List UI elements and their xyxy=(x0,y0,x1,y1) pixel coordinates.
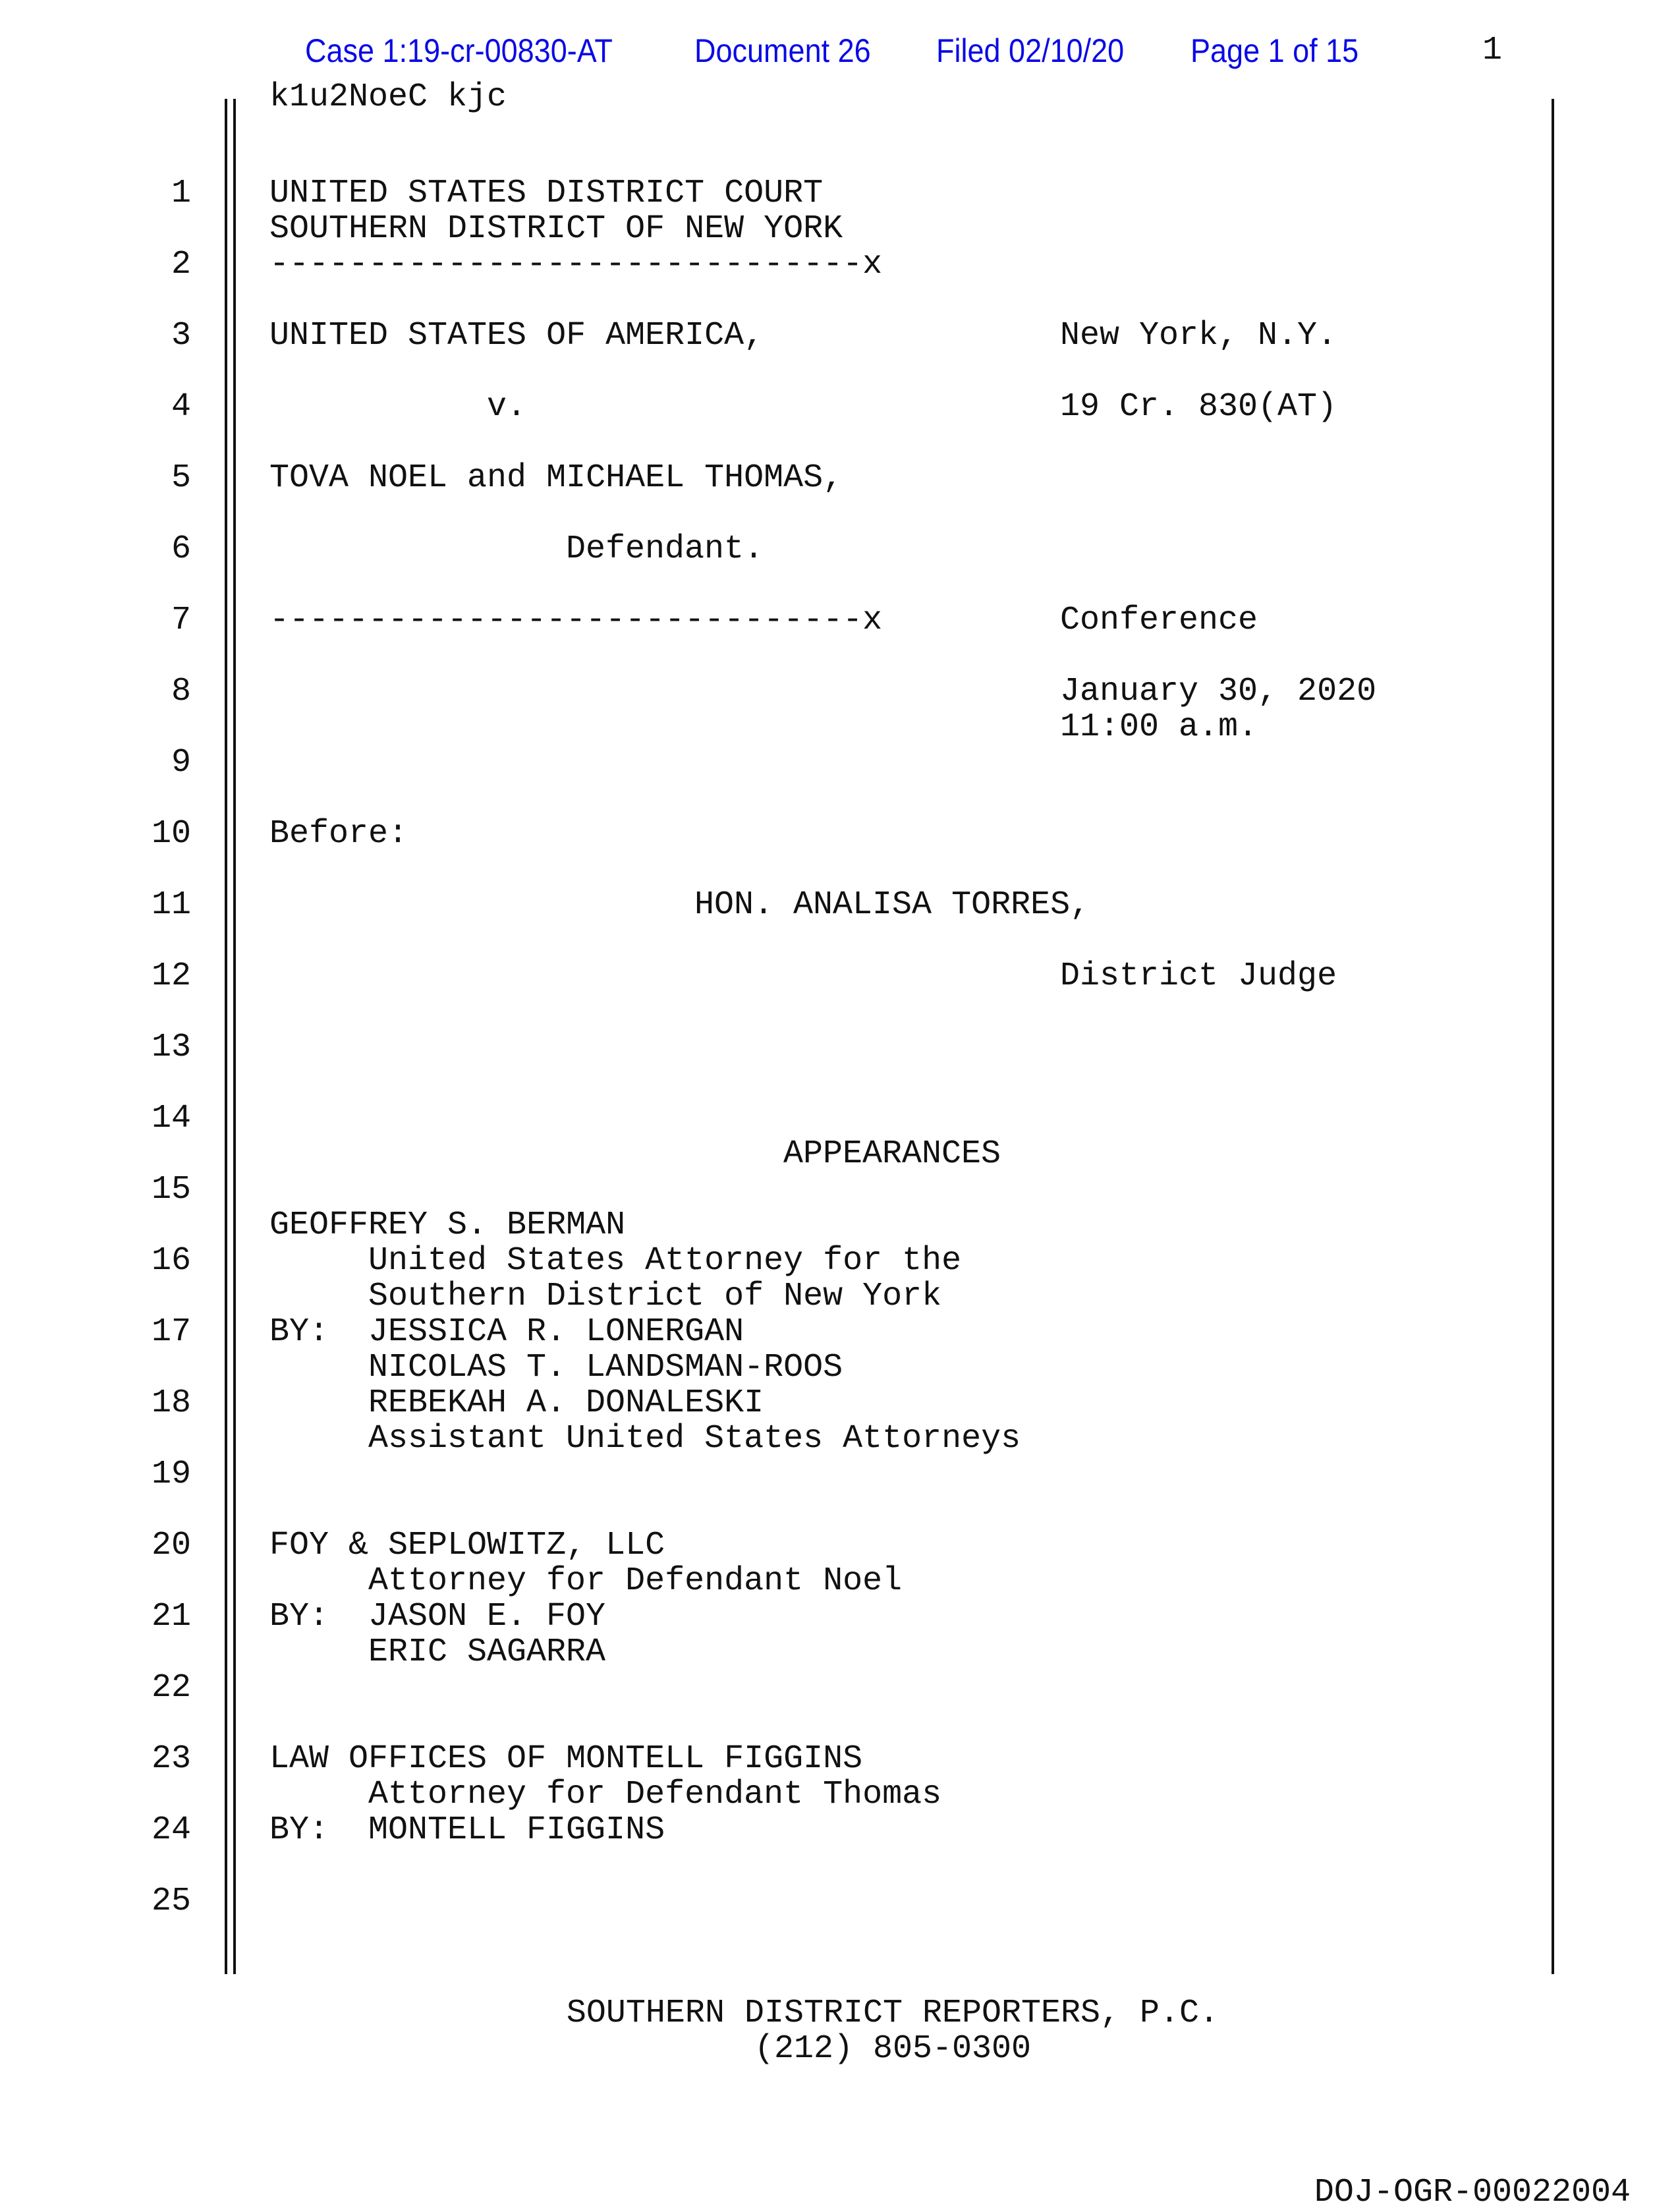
line-number: 19 xyxy=(151,1456,191,1493)
gov-attorney: REBEKAH A. DONALESKI xyxy=(368,1384,764,1422)
line-number: 10 xyxy=(151,815,191,853)
district-name: SOUTHERN DISTRICT OF NEW YORK xyxy=(269,210,843,248)
noel-role: Attorney for Defendant Noel xyxy=(368,1562,903,1600)
line-number: 15 xyxy=(151,1171,191,1208)
noel-attorney: ERIC SAGARRA xyxy=(368,1633,606,1671)
defendants: TOVA NOEL and MICHAEL THOMAS, xyxy=(269,459,843,497)
page-number: 1 xyxy=(1482,32,1503,69)
document-number: Document 26 xyxy=(694,32,871,69)
left-border-inner xyxy=(233,99,236,1974)
gov-role-2: Southern District of New York xyxy=(368,1278,942,1315)
thomas-attorney: MONTELL FIGGINS xyxy=(368,1811,665,1849)
line-number: 20 xyxy=(151,1527,191,1564)
line-number: 17 xyxy=(151,1313,191,1351)
line-number: 16 xyxy=(151,1242,191,1280)
defendant-label: Defendant. xyxy=(566,530,764,568)
gov-attorney: JESSICA R. LONERGAN xyxy=(368,1313,744,1351)
line-number: 1 xyxy=(171,175,191,212)
line-number: 7 xyxy=(171,602,191,639)
line-number: 9 xyxy=(171,744,191,781)
left-border-outer xyxy=(225,99,227,1974)
line-number: 14 xyxy=(151,1100,191,1137)
line-number: 22 xyxy=(151,1669,191,1707)
line-number: 21 xyxy=(151,1598,191,1635)
reporter-phone: (212) 805-0300 xyxy=(754,2030,1032,2068)
caption-separator-2: ------------------------------x xyxy=(269,602,883,639)
court-name: UNITED STATES DISTRICT COURT xyxy=(269,175,824,212)
before-label: Before: xyxy=(269,815,408,853)
by-label: BY: xyxy=(269,1811,329,1849)
filed-date: Filed 02/10/20 xyxy=(936,32,1125,69)
judge-name: HON. ANALISA TORRES, xyxy=(694,886,1090,924)
versus: v. xyxy=(487,388,527,426)
reporter-name: SOUTHERN DISTRICT REPORTERS, P.C. xyxy=(566,1995,1219,2032)
bates-number: DOJ-OGR-00022004 xyxy=(1314,2174,1631,2211)
line-number: 11 xyxy=(151,886,191,924)
gov-name: GEOFFREY S. BERMAN xyxy=(269,1206,626,1244)
line-number: 8 xyxy=(171,673,191,710)
thomas-role: Attorney for Defendant Thomas xyxy=(368,1776,942,1813)
case-docket: 19 Cr. 830(AT) xyxy=(1060,388,1337,426)
appearances-heading: APPEARANCES xyxy=(783,1135,1001,1173)
by-label: BY: xyxy=(269,1313,329,1351)
line-number: 2 xyxy=(171,246,191,283)
line-number: 12 xyxy=(151,957,191,995)
line-number: 25 xyxy=(151,1883,191,1920)
proceeding-time: 11:00 a.m. xyxy=(1060,708,1258,746)
line-number: 4 xyxy=(171,388,191,426)
header-code: k1u2NoeC kjc xyxy=(269,78,507,116)
right-border xyxy=(1552,99,1554,1974)
gov-attorney: NICOLAS T. LANDSMAN-ROOS xyxy=(368,1349,843,1386)
line-number: 5 xyxy=(171,459,191,497)
page-count: Page 1 of 15 xyxy=(1190,32,1359,69)
plaintiff: UNITED STATES OF AMERICA, xyxy=(269,317,764,354)
line-number: 13 xyxy=(151,1029,191,1066)
proceeding-date: January 30, 2020 xyxy=(1060,673,1377,710)
line-number: 24 xyxy=(151,1811,191,1849)
caption-separator: ------------------------------x xyxy=(269,246,883,283)
line-number: 3 xyxy=(171,317,191,354)
proceeding-type: Conference xyxy=(1060,602,1258,639)
gov-attorneys-title: Assistant United States Attorneys xyxy=(368,1420,1021,1458)
line-number: 6 xyxy=(171,530,191,568)
gov-role: United States Attorney for the xyxy=(368,1242,962,1280)
case-number: Case 1:19-cr-00830-AT xyxy=(305,32,613,69)
thomas-firm: LAW OFFICES OF MONTELL FIGGINS xyxy=(269,1740,863,1778)
judge-title: District Judge xyxy=(1060,957,1337,995)
location: New York, N.Y. xyxy=(1060,317,1337,354)
noel-firm: FOY & SEPLOWITZ, LLC xyxy=(269,1527,665,1564)
by-label: BY: xyxy=(269,1598,329,1635)
line-number: 18 xyxy=(151,1384,191,1422)
noel-attorney: JASON E. FOY xyxy=(368,1598,606,1635)
line-number: 23 xyxy=(151,1740,191,1778)
